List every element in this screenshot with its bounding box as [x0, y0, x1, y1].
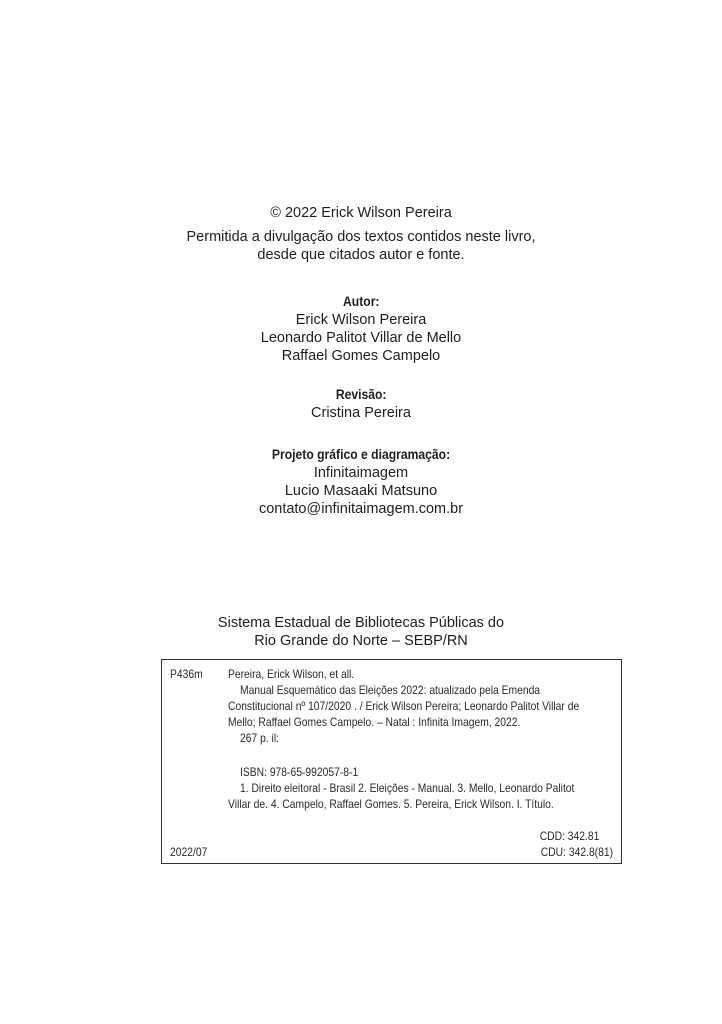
author-block — [0, 293, 722, 365]
title-line: Mello; Raffael Gomes Campelo. – Natal : Infinita Imagem, 2022. — [228, 715, 521, 729]
design-contact-email: contato@infinitaimagem.com.br — [258, 501, 464, 517]
permission-line-1: Permitida a divulgação dos textos contidos neste livro, — [186, 229, 536, 245]
permission-line-2: desde que citados autor e fonte. — [257, 247, 465, 263]
call-number: P436m — [170, 667, 203, 681]
author-name: Leonardo Palitot Villar de Mello — [260, 330, 462, 346]
subjects-line: 1. Direito eleitoral - Brasil 2. Eleições - Manual. 3. Mello, Leonardo Palitot — [240, 781, 575, 795]
author-name: Raffael Gomes Campelo — [281, 348, 441, 364]
library-line-1: Sistema Estadual de Bibliotecas Públicas do — [217, 615, 505, 631]
author-label: Autor: — [342, 294, 380, 309]
subjects-line: Villar de. 4. Campelo, Raffael Gomes. 5. Pereira, Erick Wilson. I. Título. — [228, 797, 554, 811]
revision-name: Cristina Pereira — [311, 405, 411, 421]
library-line-2: Rio Grande do Norte – SEBP/RN — [254, 633, 468, 649]
copyright-notice: © 2022 Erick Wilson Pereira — [270, 205, 452, 221]
designer-name: Lucio Masaaki Matsuno — [284, 483, 438, 499]
catalog-date: 2022/07 — [170, 845, 208, 859]
isbn: ISBN: 978-65-992057-8-1 — [240, 765, 359, 779]
design-studio: Infinitaimagem — [313, 465, 409, 481]
title-line: Constitucional nº 107/2020 . / Erick Wilson Pereira; Leonardo Palitot Villar de — [228, 699, 580, 713]
design-label: Projeto gráfico e diagramação: — [271, 447, 451, 462]
cdd-classification: CDD: 342.81 — [539, 829, 599, 843]
library-block — [0, 614, 722, 650]
title-line: Manual Esquemático das Eleições 2022: atualizado pela Emenda — [240, 683, 541, 697]
main-entry: Pereira, Erick Wilson, et all. — [228, 667, 355, 681]
revision-block — [0, 386, 722, 422]
catalog-card — [161, 659, 622, 864]
author-name: Erick Wilson Pereira — [295, 312, 427, 328]
design-block — [0, 446, 722, 518]
cdu-classification: CDU: 342.8(81) — [540, 845, 613, 859]
copyright-block — [0, 204, 722, 264]
revision-label: Revisão: — [335, 387, 387, 402]
pages: 267 p. il: — [240, 731, 280, 745]
